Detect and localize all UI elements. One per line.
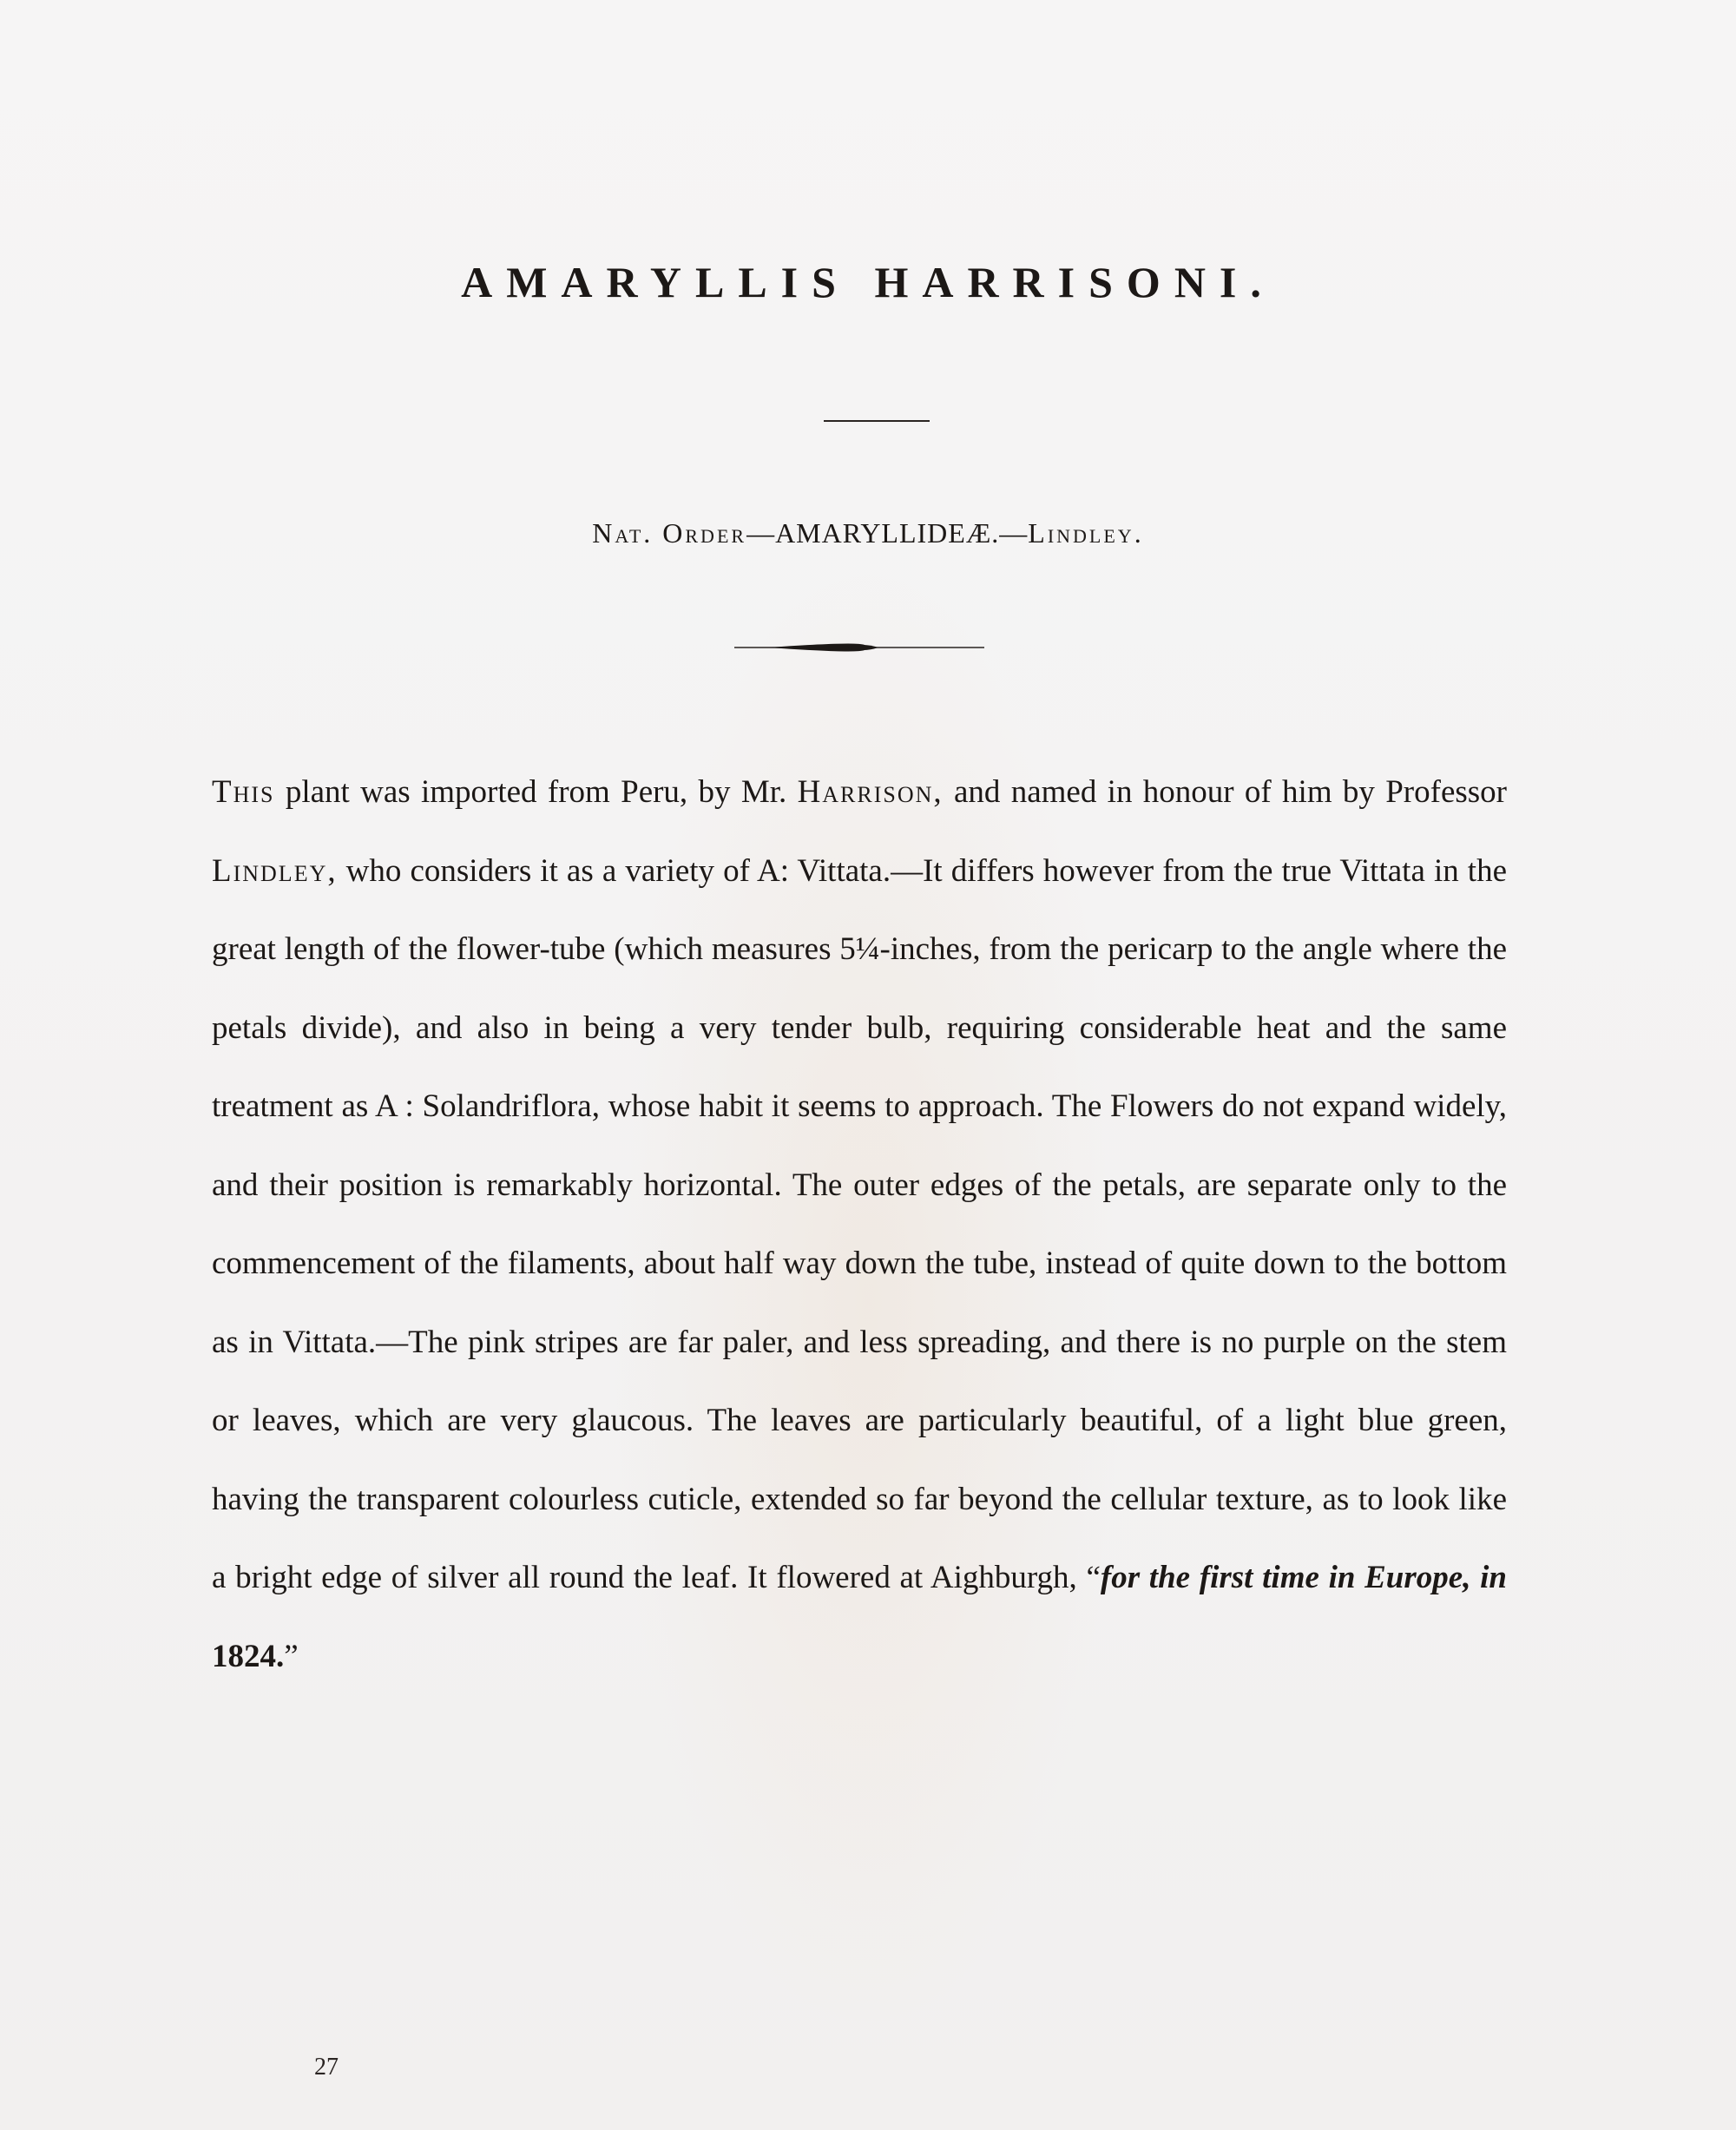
body-text-part-1: plant was imported from Peru, by Mr. xyxy=(274,774,798,810)
nat-order-family: AMARYLLIDEÆ. xyxy=(775,517,1000,549)
name-lindley: Lindley, xyxy=(212,852,338,889)
body-text-part-3: who considers it as a variety of A: Vittata.—It differs however from the true Vittata in the great length of the flower-tube (which measures 5¼-inches, from the pericarp to the angle where the petals divide), and also in being a very tender bulb, requiring considerable heat and the same treatment as A : Solandriflora, whose habit it seems to approach. The Flowers do not expand widely, and their position is remarkably horizontal. The outer edges of the petals, are separate only to the commencement of the filaments, about half way down the tube, instead of quite down to the bottom as in Vittata.—The pink stripes are far paler, and less spreading, and there is no purple on the stem or leaves, which are very glaucous. The leaves are particularly beautiful, of a light blue green, having the transparent colourless cuticle, extended so far beyond the cellular texture, as to look like a bright edge of silver all round the leaf. It flowered at Aighburgh, xyxy=(212,852,1507,1595)
ornamental-divider xyxy=(734,639,984,656)
opening-word: This xyxy=(212,774,275,810)
nat-order-author: Lindley. xyxy=(1028,517,1144,549)
page-title: AMARYLLIS HARRISONI. xyxy=(461,258,1275,306)
nat-order-dash-1: — xyxy=(746,517,776,549)
body-text-part-2: and named in honour of him by Professor xyxy=(943,774,1507,810)
quote-open-mark: “ xyxy=(1086,1560,1101,1595)
nat-order-dash-2: — xyxy=(999,517,1029,549)
quote-close-mark: ” xyxy=(284,1638,299,1674)
description-paragraph xyxy=(212,753,1507,1696)
italic-quotation: for the first time in Europe, in xyxy=(1100,1560,1507,1595)
year-text: 1824. xyxy=(212,1638,285,1674)
natural-order-line xyxy=(0,517,1736,549)
name-harrison: Harrison, xyxy=(797,774,944,810)
page-number: 27 xyxy=(314,2054,339,2081)
title-divider-rule xyxy=(824,420,930,422)
nat-order-prefix: Nat. Order xyxy=(592,517,747,549)
